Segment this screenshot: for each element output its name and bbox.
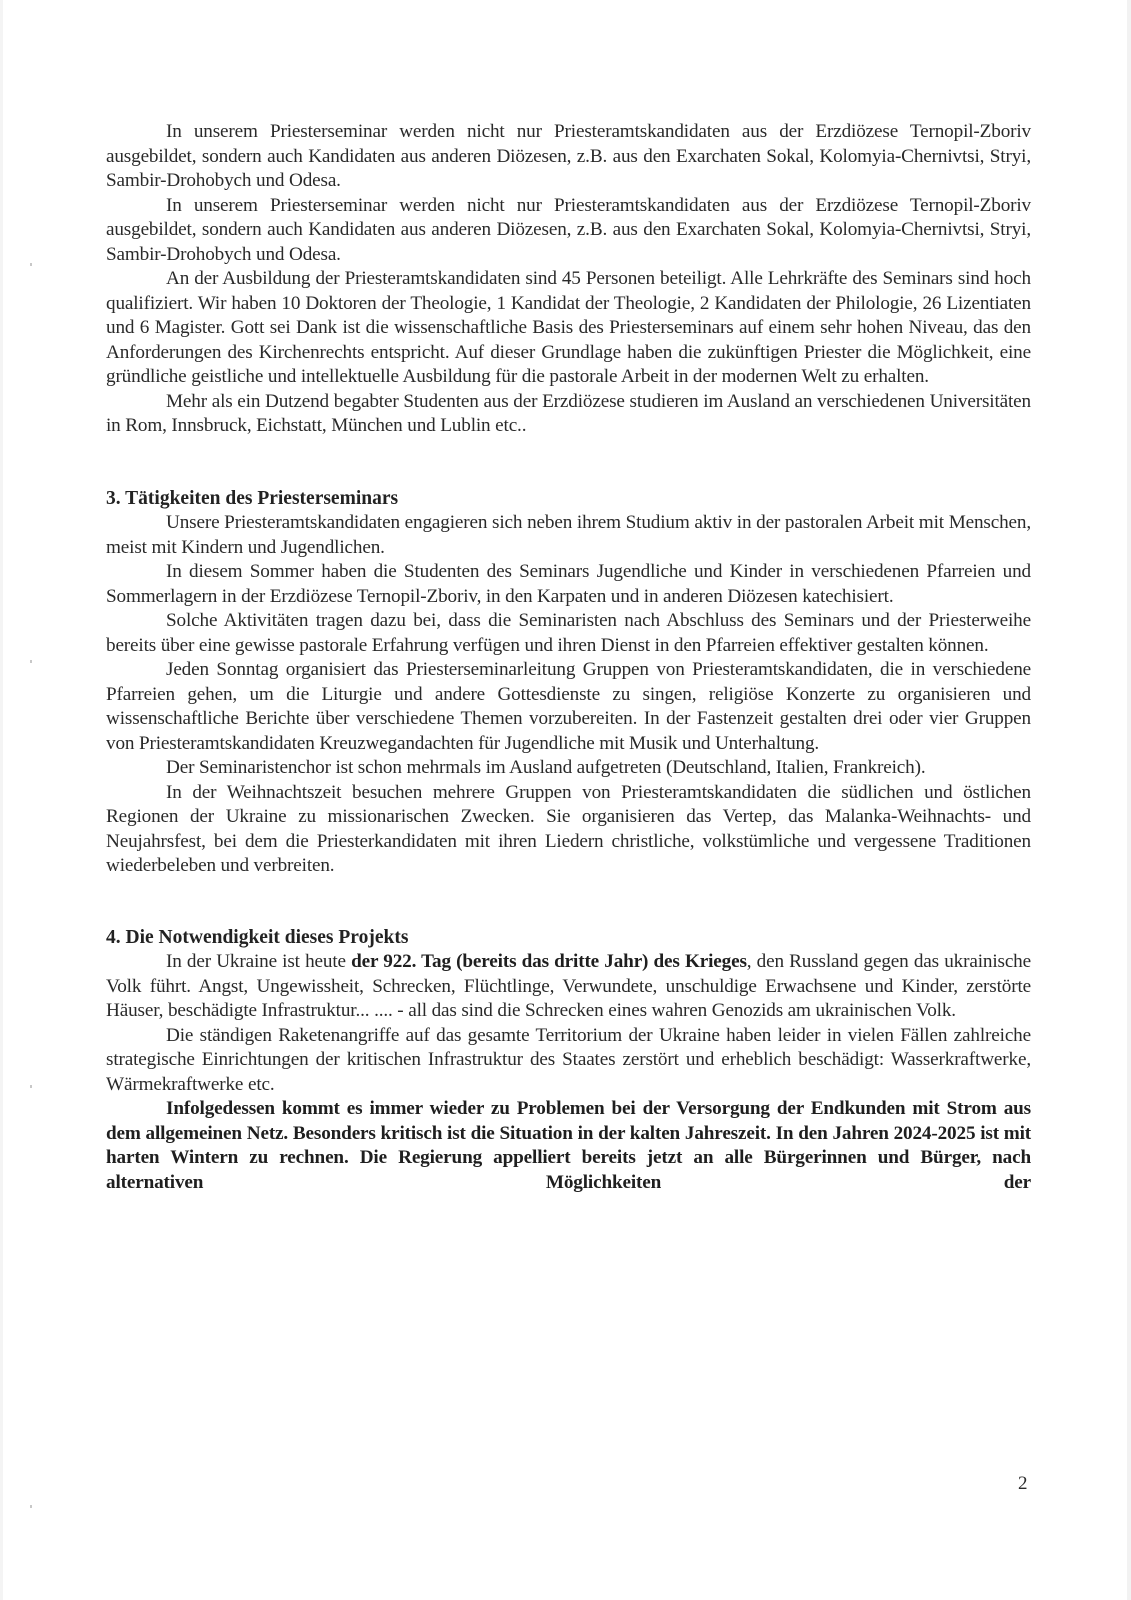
page-number: 2	[1018, 1473, 1028, 1494]
paragraph: An der Ausbildung der Priesteramtskandidaten sind 45 Personen beteiligt. Alle Lehrkräfte des Seminars sind hoch qualifiziert. Wir haben 10 Doktoren der Theologie, 1 Kandidat der Theologie, 2 Kandidaten der Philologie, 26 Lizentiaten und 6 Magister. Gott sei Dank ist die wissenschaftliche Basis des Priesterseminars auf einem sehr hohen Niveau, das den Anforderungen des Kirchenrechts entspricht. Auf dieser Grundlage haben die zukünftigen Priester die Möglichkeit, eine gründliche geistliche und intellektuelle Ausbildung für die pastorale Arbeit in der modernen Welt zu erhalten.	[106, 268, 1031, 387]
scan-speck	[30, 660, 32, 663]
scan-speck	[30, 1505, 32, 1508]
paragraph: In unserem Priesterseminar werden nicht nur Priesteramtskandidaten aus der Erzdiözese Ternopil-Zboriv ausgebildet, sondern auch Kandidaten aus anderen Diözesen, z.B. aus den Exarchaten Sokal, Kolomyia-Chernivtsi, Stryi, Sambir-Drohobych und Odesa.	[106, 194, 1031, 265]
scan-speck	[30, 1085, 32, 1088]
section-3	[106, 487, 1031, 879]
paragraph: In diesem Sommer haben die Studenten des Seminars Jugendliche und Kinder in verschiedenen Pfarreien und Sommerlagern in der Erzdiözese Ternopil-Zboriv, in den Karpaten und in anderen Diözesen katechisiert.	[106, 561, 1031, 607]
scan-left-edge	[0, 0, 3, 1600]
section-spacer	[106, 439, 1031, 487]
paragraph: In der Weihnachtszeit besuchen mehrere Gruppen von Priesteramtskandidaten die südlichen und östlichen Regionen der Ukraine zu missionarischen Zwecken. Sie organisieren das Vertep, das Malanka-Weihnachts- und Neujahrsfest, bei dem die Priesterkandidaten mit ihren Liedern christliche, volkstümliche und vergessene Traditionen wiederbeleben und verbreiten.	[106, 781, 1031, 876]
paragraph	[106, 950, 1031, 1024]
text-run: In der Ukraine ist heute	[166, 951, 352, 972]
emphasized-text: der 922. Tag (bereits das dritte Jahr) des Krieges	[351, 951, 747, 972]
paragraph: Der Seminaristenchor ist schon mehrmals im Ausland aufgetreten (Deutschland, Italien, Frankreich).	[166, 757, 926, 778]
scan-speck	[30, 263, 32, 266]
document-page	[106, 120, 1031, 1195]
emphasized-paragraph: Infolgedessen kommt es immer wieder zu Problemen bei der Versorgung der Endkunden mit Strom aus dem allgemeinen Netz. Besonders kritisch ist die Situation in der kalten Jahreszeit. In den Jahren 2024-2025 ist mit harten Wintern zu rechnen. Die Regierung appelliert bereits jetzt an alle Bürgerinnen und Bürger, nach alternativen Möglichkeiten der	[106, 1098, 1031, 1193]
section-4	[106, 926, 1031, 1196]
paragraph: Mehr als ein Dutzend begabter Studenten aus der Erzdiözese studieren im Ausland an verschiedenen Universitäten in Rom, Innsbruck, Eichstatt, München und Lublin etc..	[106, 390, 1031, 436]
paragraph: In unserem Priesterseminar werden nicht nur Priesteramtskandidaten aus der Erzdiözese Ternopil-Zboriv ausgebildet, sondern auch Kandidaten aus anderen Diözesen, z.B. aus den Exarchaten Sokal, Kolomyia-Chernivtsi, Stryi, Sambir-Drohobych und Odesa.	[106, 121, 1031, 191]
section-spacer	[106, 879, 1031, 926]
paragraph: Die ständigen Raketenangriffe auf das gesamte Territorium der Ukraine haben leider in vielen Fällen zahlreiche strategische Einrichtungen der kritischen Infrastruktur des Staates zerstört und erheblich beschädigt: Wasserkraftwerke, Wärmekraftwerke etc.	[106, 1024, 1031, 1095]
text-run: , den Russland gegen das ukrainische Volk führt. Angst, Ungewissheit, Schrecken, Flüchtlinge, Verwundete, unschuldige Erwachsene und Kinder, zerstörte Häuser, beschädigte Infrastruktur... .... - all das sind die Schrecken eines wahren Genozids am ukrainischen Volk.	[106, 951, 1031, 1021]
section-heading: 4. Die Notwendigkeit dieses Projekts	[106, 926, 409, 948]
section-heading: 3. Tätigkeiten des Priesterseminars	[106, 487, 399, 509]
paragraph: Solche Aktivitäten tragen dazu bei, dass die Seminaristen nach Abschluss des Seminars und der Priesterweihe bereits über eine gewisse pastorale Erfahrung verfügen und ihren Dienst in den Pfarreien effektiver gestalten können.	[106, 610, 1031, 656]
scan-right-edge	[1127, 0, 1131, 1600]
paragraph: Unsere Priesteramtskandidaten engagieren sich neben ihrem Studium aktiv in der pastoralen Arbeit mit Menschen, meist mit Kindern und Jugendlichen.	[106, 512, 1031, 558]
paragraph: Jeden Sonntag organisiert das Priesterseminarleitung Gruppen von Priesteramtskandidaten, die in verschiedene Pfarreien gehen, um die Liturgie und andere Gottesdienste zu singen, religiöse Konzerte zu organisieren und wissenschaftliche Berichte über verschiedene Themen vorzubereiten. In der Fastenzeit gestalten drei oder vier Gruppen von Priesteramtskandidaten Kreuzwegandachten für Jugendliche mit Musik und Unterhaltung.	[106, 659, 1031, 754]
intro-section	[106, 120, 1031, 439]
